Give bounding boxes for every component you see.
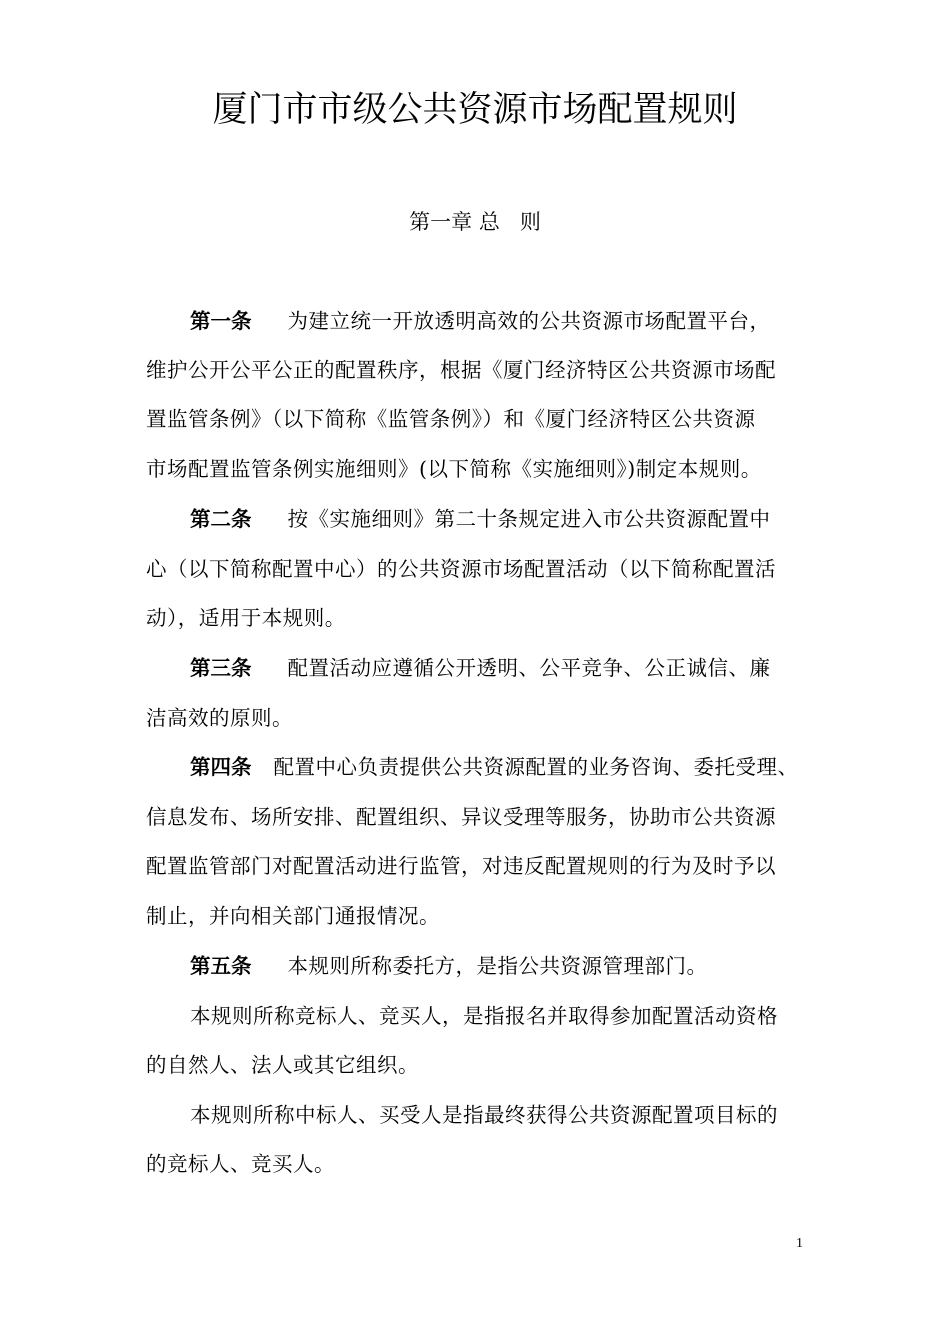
article-1-first-line: [190, 306, 870, 336]
paragraph-first-line: 本规则所称竞标人、竞买人，是指报名并取得参加配置活动资格: [190, 1004, 778, 1028]
document-title: 厦门市市级公共资源市场配置规则: [212, 90, 738, 130]
article-line: 洁高效的原则。: [146, 706, 293, 730]
article-label: 第四条: [190, 755, 252, 779]
article-line: 配置监管部门对配置活动进行监管，对违反配置规则的行为及时予以: [146, 854, 776, 878]
article-text: 按《实施细则》第二十条规定进入市公共资源配置中: [287, 507, 771, 531]
article-text: 本规则所称委托方，是指公共资源管理部门。: [287, 954, 708, 978]
article-2-first-line: [190, 504, 870, 534]
article-5-first-line: [190, 951, 870, 981]
article-line: 动），适用于本规则。: [146, 606, 346, 630]
article-line: 的自然人、法人或其它组织。: [146, 1053, 419, 1077]
article-line: 置监管条例》（以下简称《监管条例》）和《厦门经济特区公共资源: [146, 407, 756, 431]
article-label: 第五条: [190, 954, 252, 978]
article-text: 配置活动应遵循公开透明、公平竞争、公正诚信、廉: [287, 656, 771, 680]
chapter-heading: 第一章 总 则: [409, 210, 541, 234]
article-label: 第一条: [190, 309, 252, 333]
article-text: 配置中心负责提供公共资源配置的业务咨询、委托受理、: [273, 755, 799, 779]
page-number: 1: [796, 1236, 803, 1251]
article-text: 为建立统一开放透明高效的公共资源市场配置平台，: [287, 309, 771, 333]
article-4-first-line: [190, 752, 870, 782]
article-line: 市场配置监管条例实施细则》(以下简称《实施细则》)制定本规则。: [146, 457, 762, 481]
article-3-first-line: [190, 653, 870, 683]
paragraph-first-line: 本规则所称中标人、买受人是指最终获得公共资源配置项目标的: [190, 1103, 778, 1127]
article-line: 信息发布、场所安排、配置组织、异议受理等服务，协助市公共资源: [146, 805, 776, 829]
article-label: 第三条: [190, 656, 252, 680]
article-line: 制止，并向相关部门通报情况。: [146, 904, 440, 928]
article-line: 的竞标人、竞买人。: [146, 1152, 335, 1176]
article-line: 心（以下简称配置中心）的公共资源市场配置活动（以下简称配置活: [146, 557, 776, 581]
article-line: 维护公开公平公正的配置秩序，根据《厦门经济特区公共资源市场配: [146, 358, 776, 382]
article-label: 第二条: [190, 507, 252, 531]
